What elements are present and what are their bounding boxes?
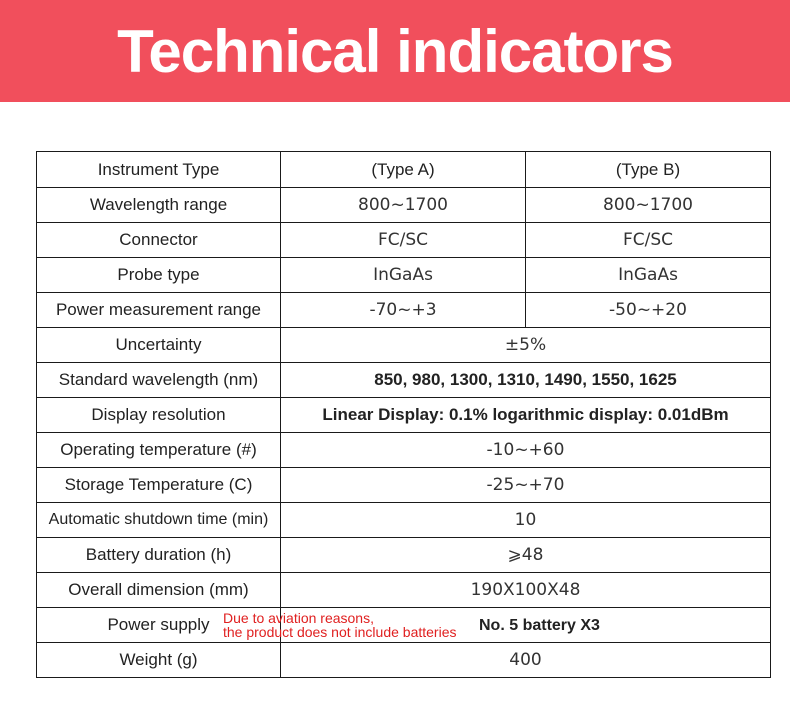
table-row (37, 293, 771, 328)
type-b-value: -50~+20 (526, 293, 771, 328)
row-value: ⩾48 (281, 538, 771, 573)
table-row (37, 223, 771, 258)
row-value: -25~+70 (281, 468, 771, 503)
type-b-value: FC/SC (526, 223, 771, 258)
table-row (37, 258, 771, 293)
row-label: Battery duration (h) (37, 538, 281, 573)
table-row (37, 643, 771, 678)
type-a-value: InGaAs (281, 258, 526, 293)
spec-table (36, 151, 771, 678)
row-label: Weight (g) (37, 643, 281, 678)
row-label: Overall dimension (mm) (37, 573, 281, 608)
table-row (37, 363, 771, 398)
row-label: Operating temperature (#) (37, 433, 281, 468)
row-label: Probe type (37, 258, 281, 293)
type-b-header: (Type B) (526, 152, 771, 188)
table-row (37, 398, 771, 433)
row-value: No. 5 battery X3 (479, 617, 600, 634)
table-row-power-supply (37, 608, 771, 643)
row-label: Connector (37, 223, 281, 258)
row-value: 850, 980, 1300, 1310, 1490, 1550, 1625 (281, 363, 771, 398)
row-label: Wavelength range (37, 188, 281, 223)
row-label: Storage Temperature (C) (37, 468, 281, 503)
row-value: Linear Display: 0.1% logarithmic display: 0.01dBm (281, 398, 771, 433)
table-row (37, 538, 771, 573)
row-label: Display resolution (37, 398, 281, 433)
power-supply-cell (223, 608, 771, 643)
row-value: ±5% (281, 328, 771, 363)
type-a-value: 800~1700 (281, 188, 526, 223)
battery-notice-line: the product does not include batteries (223, 624, 457, 640)
table-row (37, 188, 771, 223)
type-b-value: InGaAs (526, 258, 771, 293)
battery-notice-line: Due to aviation reasons, (223, 610, 374, 626)
type-b-value: 800~1700 (526, 188, 771, 223)
table-row (37, 573, 771, 608)
table-row (37, 468, 771, 503)
row-value: 190X100X48 (281, 573, 771, 608)
row-value: 10 (281, 503, 771, 538)
type-a-value: FC/SC (281, 223, 526, 258)
row-label: Instrument Type (37, 152, 281, 188)
battery-notice (223, 611, 457, 639)
power-supply-content (223, 608, 770, 642)
row-value: -10~+60 (281, 433, 771, 468)
row-label: Power supply (37, 608, 281, 643)
header-banner (0, 0, 790, 102)
table-header-row (37, 152, 771, 188)
type-a-value: -70~+3 (281, 293, 526, 328)
table-row (37, 503, 771, 538)
row-label: Standard wavelength (nm) (37, 363, 281, 398)
table-row (37, 328, 771, 363)
row-label: Automatic shutdown time (min) (37, 503, 281, 538)
row-label: Power measurement range (37, 293, 281, 328)
row-label: Uncertainty (37, 328, 281, 363)
type-a-header: (Type A) (281, 152, 526, 188)
row-value: 400 (281, 643, 771, 678)
page-title: Technical indicators (117, 17, 673, 85)
table-row (37, 433, 771, 468)
